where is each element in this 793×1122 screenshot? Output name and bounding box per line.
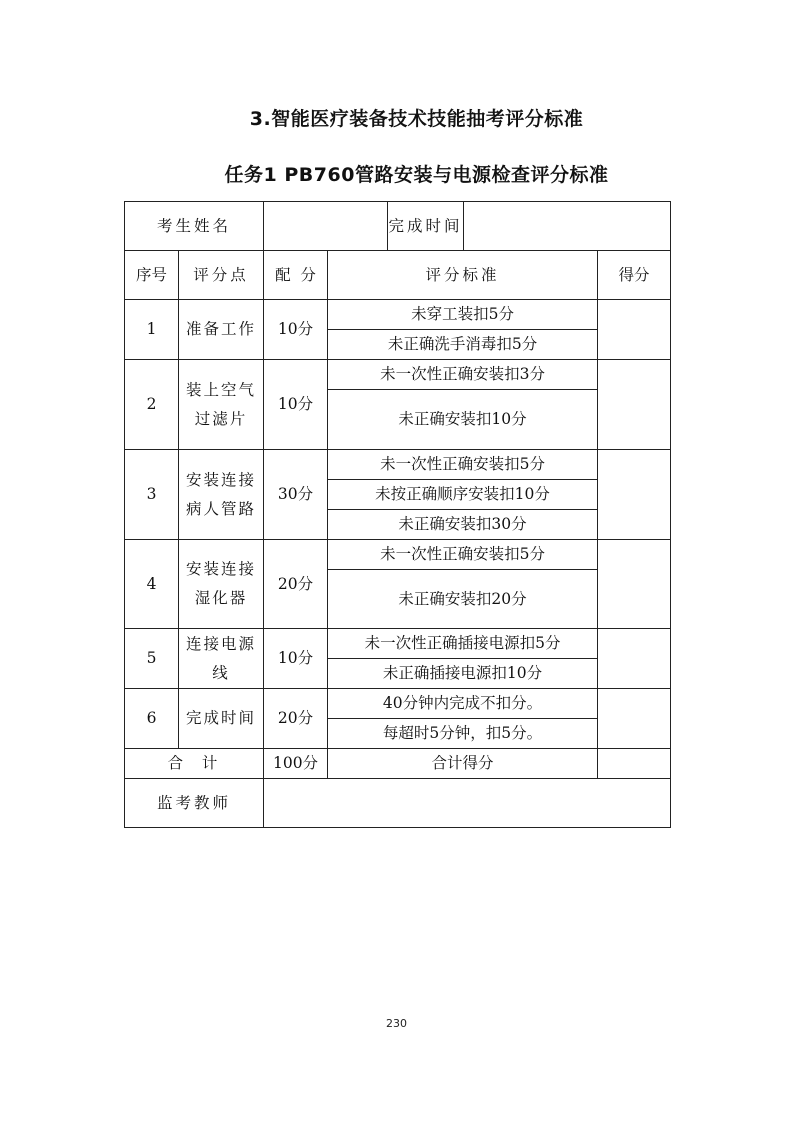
row-no: 2 — [125, 360, 179, 450]
row-criterion: 未一次性正确安装扣5分 — [328, 450, 598, 480]
table-row — [125, 360, 671, 390]
completion-time-label: 完成时间 — [388, 202, 464, 251]
row-got-field[interactable] — [598, 689, 671, 749]
row-criterion: 未穿工装扣5分 — [328, 300, 598, 330]
table-row — [125, 300, 671, 330]
row-point: 装上空气过滤片 — [179, 360, 264, 450]
row-point: 完成时间 — [179, 689, 264, 749]
row-got-field[interactable] — [598, 360, 671, 450]
document-title: 3.智能医疗装备技术技能抽考评分标准 — [249, 108, 584, 130]
document-subtitle: 任务1 PB760管路安装与电源检查评分标准 — [224, 164, 609, 186]
row-criterion: 未一次性正确安装扣5分 — [328, 540, 598, 570]
row-score: 10分 — [264, 300, 328, 360]
row-no: 4 — [125, 540, 179, 629]
row-no: 5 — [125, 629, 179, 689]
column-header-row — [125, 251, 671, 300]
row-point: 安装连接湿化器 — [179, 540, 264, 629]
row-criterion: 未正确安装扣10分 — [328, 390, 598, 450]
col-got-header: 得分 — [598, 251, 671, 300]
row-got-field[interactable] — [598, 540, 671, 629]
row-got-field[interactable] — [598, 629, 671, 689]
total-got-field[interactable] — [598, 749, 671, 779]
row-criterion: 未正确安装扣30分 — [328, 510, 598, 540]
row-point: 准备工作 — [179, 300, 264, 360]
header-info-row — [125, 202, 671, 251]
table-row — [125, 540, 671, 570]
row-criterion: 未一次性正确安装扣3分 — [328, 360, 598, 390]
row-criterion: 未一次性正确插接电源扣5分 — [328, 629, 598, 659]
scoring-table — [124, 201, 671, 828]
total-score: 100分 — [264, 749, 328, 779]
row-point: 连接电源线 — [179, 629, 264, 689]
row-criterion: 每超时5分钟，扣5分。 — [328, 719, 598, 749]
table-row — [125, 629, 671, 659]
col-score-header: 配 分 — [264, 251, 328, 300]
page-number: 230 — [386, 1017, 407, 1030]
row-score: 10分 — [264, 629, 328, 689]
supervisor-row — [125, 779, 671, 828]
total-row — [125, 749, 671, 779]
row-no: 6 — [125, 689, 179, 749]
table-row — [125, 450, 671, 480]
row-criterion: 40分钟内完成不扣分。 — [328, 689, 598, 719]
row-criterion: 未正确插接电源扣10分 — [328, 659, 598, 689]
col-point-header: 评分点 — [179, 251, 264, 300]
row-point: 安装连接病人管路 — [179, 450, 264, 540]
row-score: 20分 — [264, 540, 328, 629]
supervisor-field[interactable] — [264, 779, 671, 828]
student-name-field[interactable] — [264, 202, 388, 251]
row-no: 3 — [125, 450, 179, 540]
row-criterion: 未正确洗手消毒扣5分 — [328, 330, 598, 360]
row-got-field[interactable] — [598, 450, 671, 540]
table-row — [125, 689, 671, 719]
total-label: 合 计 — [125, 749, 264, 779]
completion-time-field[interactable] — [464, 202, 671, 251]
row-score: 20分 — [264, 689, 328, 749]
col-standard-header: 评分标准 — [328, 251, 598, 300]
row-score: 10分 — [264, 360, 328, 450]
student-name-label: 考生姓名 — [125, 202, 264, 251]
row-got-field[interactable] — [598, 300, 671, 360]
col-no-header: 序号 — [125, 251, 179, 300]
total-got-label: 合计得分 — [328, 749, 598, 779]
row-criterion: 未正确安装扣20分 — [328, 570, 598, 629]
row-criterion: 未按正确顺序安装扣10分 — [328, 480, 598, 510]
row-score: 30分 — [264, 450, 328, 540]
row-no: 1 — [125, 300, 179, 360]
supervisor-label: 监考教师 — [125, 779, 264, 828]
